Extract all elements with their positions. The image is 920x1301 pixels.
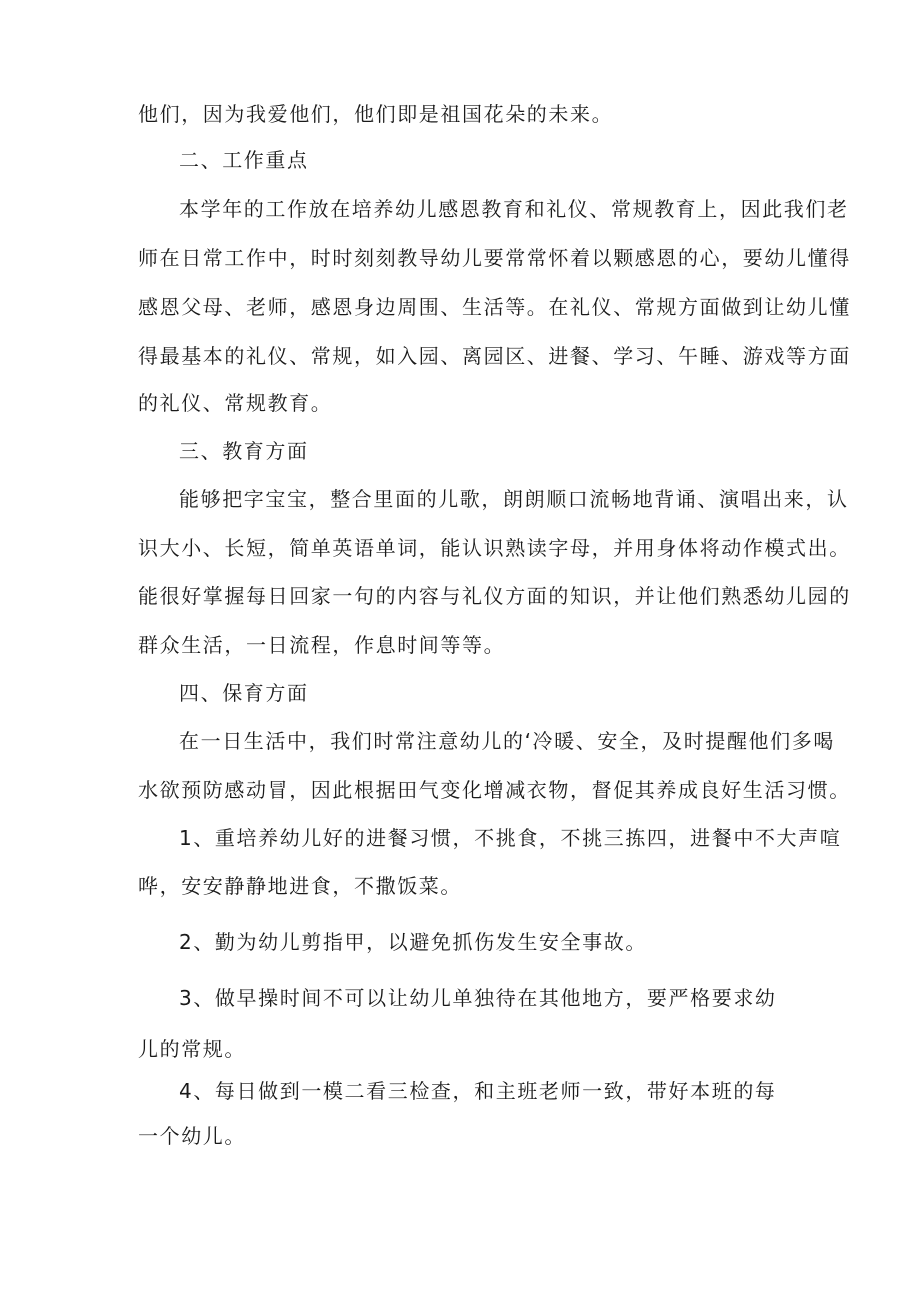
paragraph-line: 能够把字宝宝，整合里面的儿歌，朗朗顺口流畅地背诵、演唱出来，认 <box>179 487 849 511</box>
paragraph-line: 得最基本的礼仪、常规，如入园、离园区、进餐、学习、午睡、游戏等方面 <box>138 344 851 368</box>
paragraph-line: 在一日生活中，我们时常注意幼儿的‘冷暖、安全，及时提醒他们多喝 <box>179 729 835 753</box>
section-heading: 二、工作重点 <box>179 148 309 172</box>
list-item-line: 4、每日做到一模二看三检查，和主班老师一致，带好本班的每 <box>179 1079 777 1103</box>
list-item-line: 儿的常规。 <box>138 1037 246 1061</box>
paragraph-line: 群众生活，一日流程，作息时间等等。 <box>138 633 506 657</box>
list-item-line: 一个幼儿。 <box>138 1124 246 1148</box>
paragraph-line: 师在日常工作中，时时刻刻教导幼儿要常常怀着以颗感恩的心，要幼儿懂得 <box>138 246 851 270</box>
paragraph-line: 能很好掌握每日回家一句的内容与礼仪方面的知识，并让他们熟悉幼儿园的 <box>138 584 851 608</box>
list-item-line: 2、勤为幼儿剪指甲，以避免抓伤发生安全事故。 <box>179 930 647 954</box>
list-item-line: 3、做早操时间不可以让幼儿单独待在其他地方，要严格要求幼 <box>179 986 777 1010</box>
paragraph-line: 本学年的工作放在培养幼儿感恩教育和礼仪、常规教育上，因此我们老 <box>179 197 849 221</box>
paragraph-line: 的礼仪、常规教育。 <box>138 391 333 415</box>
paragraph-line: 水欲预防感动冒，因此根据田气变化增减衣物，督促其养成良好生活习惯。 <box>138 778 851 802</box>
paragraph-line: 他们，因为我爱他们，他们即是祖国花朵的未来。 <box>138 102 614 126</box>
paragraph-line: 感恩父母、老师，感恩身边周围、生活等。在礼仪、常规方面做到让幼儿懂 <box>138 295 851 319</box>
section-heading: 四、保育方面 <box>179 681 309 705</box>
paragraph-line: 识大小、长短，简单英语单词，能认识熟读字母，并用身体将动作模式出。 <box>138 536 851 560</box>
list-item-line: 哗，安安静静地进食，不撒饭菜。 <box>138 874 462 898</box>
section-heading: 三、教育方面 <box>179 439 309 463</box>
list-item-line: 1、重培养幼儿好的进餐习惯，不挑食，不挑三拣四，进餐中不大声喧 <box>179 826 842 850</box>
